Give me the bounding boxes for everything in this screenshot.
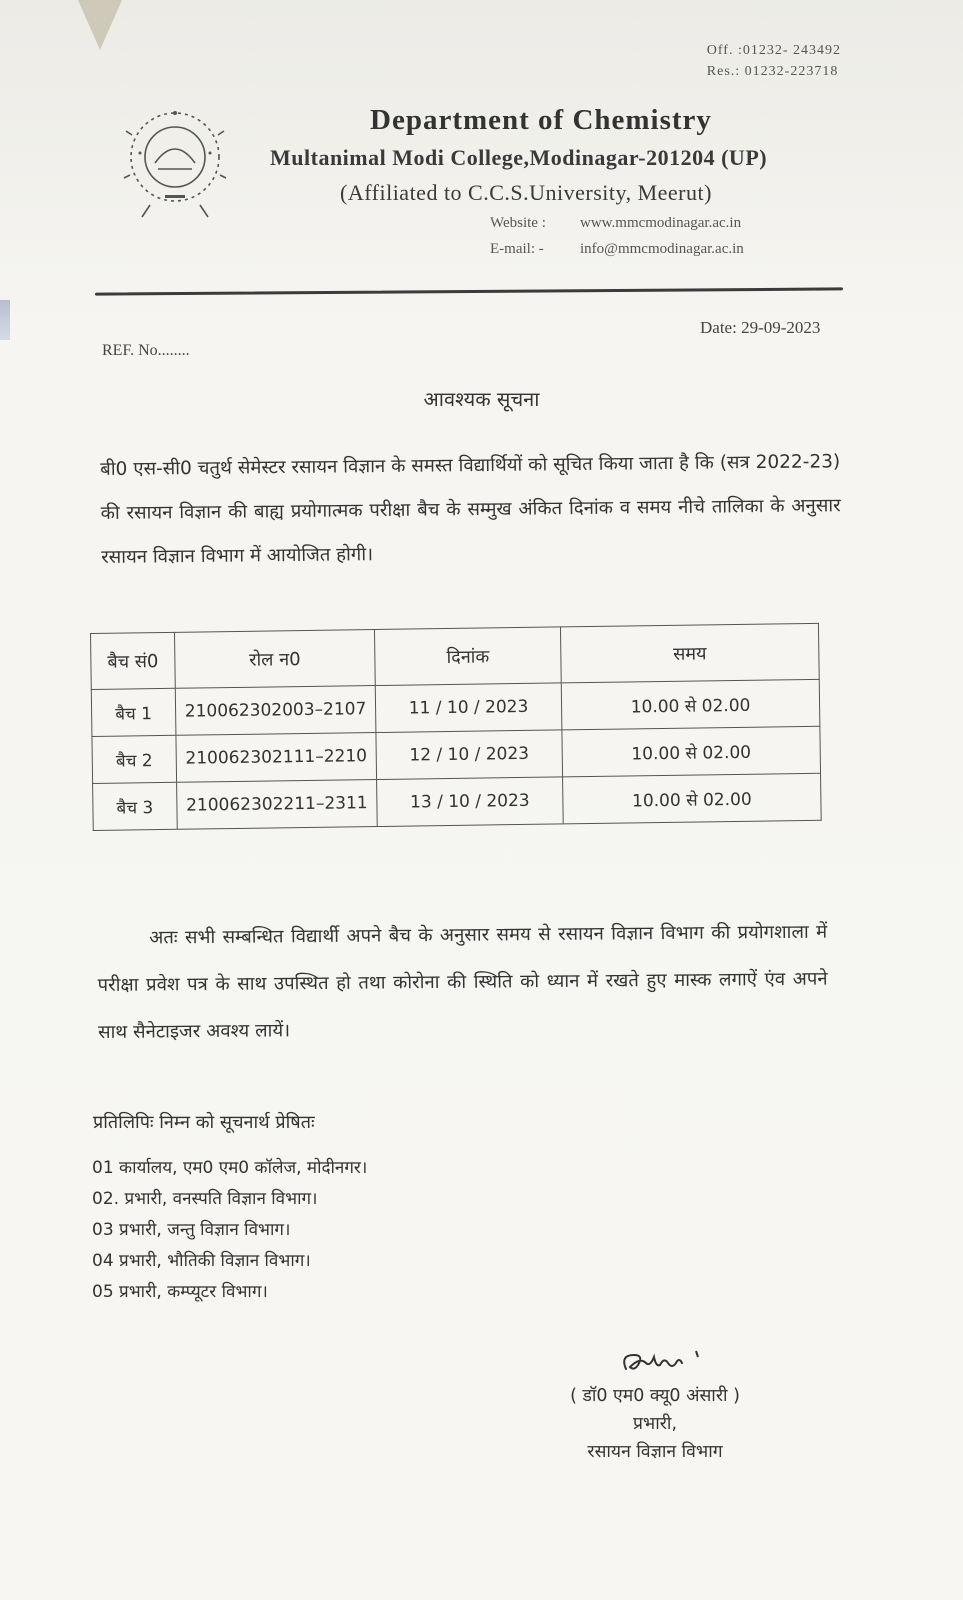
time-cell: 10.00 से 02.00	[561, 679, 820, 730]
email-address: info@mmcmodinagar.ac.in	[580, 241, 744, 257]
date-cell: 12 / 10 / 2023	[376, 730, 563, 780]
table-row	[93, 773, 822, 830]
signatory-designation: प्रभारी,	[632, 1414, 678, 1434]
handwritten-signature	[618, 1345, 708, 1381]
website-label: Website :	[490, 215, 546, 231]
roll-cell: 210062302211–2311	[177, 780, 378, 830]
copy-to-list	[92, 1153, 367, 1308]
email-row	[490, 236, 744, 262]
roll-cell: 210062302111–2210	[176, 733, 377, 783]
list-item: 01 कार्यालय, एम0 एम0 कॉलेज, मोदीनगर।	[92, 1158, 368, 1178]
edge-shadow	[0, 300, 10, 340]
header-date: दिनांक	[374, 627, 561, 686]
email-label: E-mail: -	[490, 241, 544, 257]
batch-cell: बैच 1	[91, 688, 176, 736]
affiliation: (Affiliated to C.C.S.University, Meerut)	[340, 180, 712, 205]
time-cell: 10.00 से 02.00	[563, 773, 822, 824]
phone-residence: Res.: 01232-223718	[706, 64, 839, 79]
department-name: Department of Chemistry	[370, 104, 712, 136]
college-name: Multanimal Modi College,Modinagar-201204 (UP)	[270, 145, 768, 170]
exam-schedule-table	[90, 623, 822, 831]
roll-cell: 210062302003–2107	[175, 686, 376, 736]
reference-number: REF. No........	[102, 342, 190, 359]
header-batch: बैच सं0	[91, 632, 176, 689]
time-cell: 10.00 से 02.00	[562, 726, 821, 777]
notice-paragraph-1: बी0 एस-सी0 चतुर्थ सेमेस्टर रसायन विज्ञान के समस्त विद्यार्थियों को सूचित किया जाता है कि (सत्र 2022-23) की रसायन विज्ञान की बाह्य प्रयोगात्मक परीक्षा बैच के सम्मुख अंकित दिनांक व समय नीचे तालिका के अनुसार रसायन विज्ञान विभाग में आयोजित होगी।	[100, 451, 841, 568]
list-item: 03 प्रभारी, जन्तु विज्ञान विभाग।	[92, 1220, 291, 1240]
letter-date: Date: 29-09-2023	[700, 318, 821, 337]
batch-cell: बैच 2	[92, 735, 177, 783]
college-seal-logo	[120, 95, 230, 225]
website-url: www.mmcmodinagar.ac.in	[580, 215, 742, 231]
phone-numbers	[707, 40, 841, 82]
signatory-department: रसायन विज्ञान विभाग	[587, 1442, 723, 1462]
batch-cell: बैच 3	[93, 782, 178, 830]
date-cell: 13 / 10 / 2023	[377, 777, 564, 827]
list-item: 02. प्रभारी, वनस्पति विज्ञान विभाग।	[92, 1189, 318, 1209]
phone-office: Off. :01232- 243492	[706, 43, 841, 58]
signatory-name: ( डॉ0 एम0 क्यू0 अंसारी )	[570, 1386, 740, 1406]
folded-corner	[78, 0, 122, 50]
website-row	[490, 210, 744, 236]
date-cell: 11 / 10 / 2023	[375, 683, 562, 733]
contact-block	[490, 210, 744, 262]
signatory-block	[545, 1382, 765, 1466]
table-header-row	[91, 623, 820, 689]
notice-title: आवश्यक सूचना	[423, 387, 540, 411]
list-item: 04 प्रभारी, भौतिकी विज्ञान विभाग।	[92, 1251, 311, 1271]
list-item: 05 प्रभारी, कम्प्यूटर विभाग।	[92, 1282, 268, 1302]
copy-to-title: प्रतिलिपिः निम्न को सूचनार्थ प्रेषितः	[93, 1112, 315, 1133]
notice-paragraph-2: अतः सभी सम्बन्धित विद्यार्थी अपने बैच के अनुसार समय से रसायन विज्ञान विभाग की प्रयोगशाला में परीक्षा प्रवेश पत्र के साथ उपस्थित हो तथा कोरोना की स्थिति को ध्यान में रखते हुए मास्क लगाऐं एंव अपने साथ सैनेटाइजर अवश्य लायें।	[97, 921, 828, 1043]
header-time: समय	[560, 623, 819, 683]
header-roll: रोल न0	[174, 630, 375, 689]
